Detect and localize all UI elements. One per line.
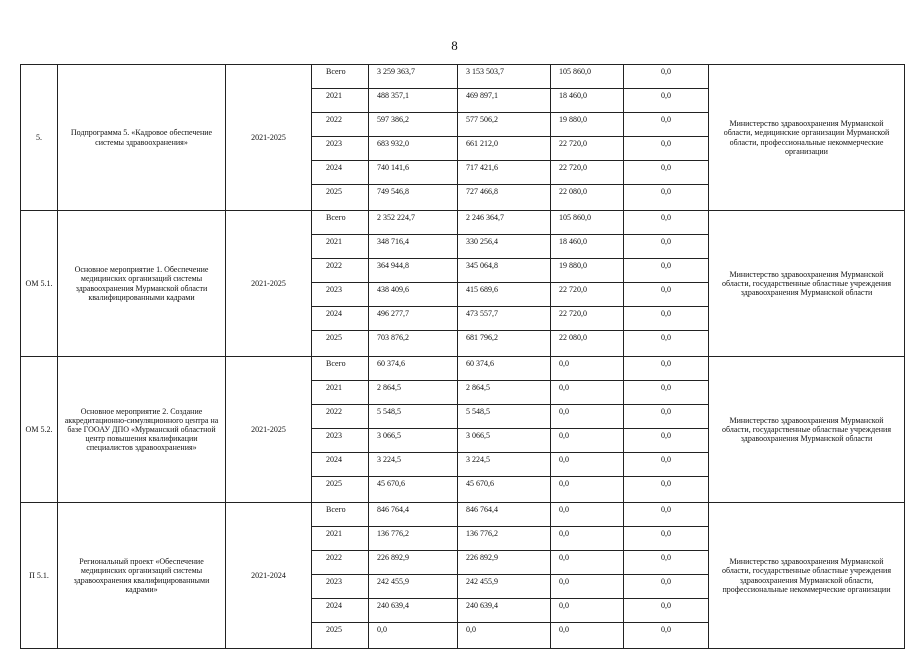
- other-cell: 0,0: [624, 381, 709, 405]
- budget-cell: 846 764,4: [458, 503, 551, 527]
- budget-cell: 3 066,5: [458, 429, 551, 453]
- budget-cell: 5 548,5: [458, 405, 551, 429]
- federal-cell: 18 460,0: [551, 235, 624, 259]
- total-cell: 226 892,9: [369, 551, 458, 575]
- year-cell: 2023: [312, 283, 369, 307]
- total-cell: 240 639,4: [369, 599, 458, 623]
- federal-cell: 0,0: [551, 357, 624, 381]
- federal-cell: 0,0: [551, 527, 624, 551]
- budget-cell: 717 421,6: [458, 161, 551, 185]
- year-cell: Всего: [312, 65, 369, 89]
- total-cell: 683 932,0: [369, 137, 458, 161]
- total-cell: 0,0: [369, 623, 458, 649]
- section-code: 5.: [21, 65, 58, 211]
- federal-cell: 22 720,0: [551, 161, 624, 185]
- total-cell: 749 546,8: [369, 185, 458, 211]
- federal-cell: 19 880,0: [551, 113, 624, 137]
- federal-cell: 22 080,0: [551, 331, 624, 357]
- other-cell: 0,0: [624, 235, 709, 259]
- total-cell: 2 352 224,7: [369, 211, 458, 235]
- total-cell: 242 455,9: [369, 575, 458, 599]
- total-cell: 496 277,7: [369, 307, 458, 331]
- year-cell: 2021: [312, 235, 369, 259]
- budget-cell: 45 670,6: [458, 477, 551, 503]
- year-cell: 2022: [312, 259, 369, 283]
- other-cell: 0,0: [624, 65, 709, 89]
- total-cell: 846 764,4: [369, 503, 458, 527]
- budget-cell: 681 796,2: [458, 331, 551, 357]
- other-cell: 0,0: [624, 551, 709, 575]
- table-row: [21, 503, 905, 527]
- year-cell: 2025: [312, 331, 369, 357]
- year-cell: 2025: [312, 477, 369, 503]
- total-cell: 60 374,6: [369, 357, 458, 381]
- total-cell: 45 670,6: [369, 477, 458, 503]
- other-cell: 0,0: [624, 575, 709, 599]
- budget-cell: 727 466,8: [458, 185, 551, 211]
- other-cell: 0,0: [624, 331, 709, 357]
- section-name: Региональный проект «Обеспечение медицинских организаций системы здравоохранения квалифицированными кадрами»: [58, 503, 226, 649]
- year-cell: Всего: [312, 357, 369, 381]
- year-cell: 2023: [312, 429, 369, 453]
- budget-cell: 330 256,4: [458, 235, 551, 259]
- section-code: ОМ 5.1.: [21, 211, 58, 357]
- section-period: 2021-2025: [226, 65, 312, 211]
- other-cell: 0,0: [624, 283, 709, 307]
- section-code: ОМ 5.2.: [21, 357, 58, 503]
- table-body: [21, 65, 905, 649]
- other-cell: 0,0: [624, 113, 709, 137]
- budget-cell: 0,0: [458, 623, 551, 649]
- total-cell: 438 409,6: [369, 283, 458, 307]
- budget-cell: 240 639,4: [458, 599, 551, 623]
- federal-cell: 22 720,0: [551, 137, 624, 161]
- total-cell: 348 716,4: [369, 235, 458, 259]
- other-cell: 0,0: [624, 527, 709, 551]
- federal-cell: 0,0: [551, 599, 624, 623]
- budget-cell: 3 224,5: [458, 453, 551, 477]
- section-executors: Министерство здравоохранения Мурманской области, государственные областные учреждения здравоохранения Мурманской области: [709, 357, 905, 503]
- year-cell: 2021: [312, 89, 369, 113]
- federal-cell: 0,0: [551, 453, 624, 477]
- federal-cell: 0,0: [551, 429, 624, 453]
- other-cell: 0,0: [624, 259, 709, 283]
- federal-cell: 0,0: [551, 551, 624, 575]
- budget-cell: 345 064,8: [458, 259, 551, 283]
- year-cell: 2023: [312, 137, 369, 161]
- other-cell: 0,0: [624, 89, 709, 113]
- year-cell: 2025: [312, 185, 369, 211]
- federal-cell: 105 860,0: [551, 65, 624, 89]
- section-code: П 5.1.: [21, 503, 58, 649]
- other-cell: 0,0: [624, 211, 709, 235]
- year-cell: Всего: [312, 211, 369, 235]
- federal-cell: 19 880,0: [551, 259, 624, 283]
- year-cell: 2022: [312, 113, 369, 137]
- total-cell: 3 224,5: [369, 453, 458, 477]
- year-cell: 2021: [312, 527, 369, 551]
- other-cell: 0,0: [624, 429, 709, 453]
- other-cell: 0,0: [624, 161, 709, 185]
- year-cell: 2025: [312, 623, 369, 649]
- federal-cell: 0,0: [551, 575, 624, 599]
- other-cell: 0,0: [624, 453, 709, 477]
- budget-cell: 242 455,9: [458, 575, 551, 599]
- total-cell: 3 259 363,7: [369, 65, 458, 89]
- federal-cell: 22 080,0: [551, 185, 624, 211]
- total-cell: 703 876,2: [369, 331, 458, 357]
- section-name: Основное мероприятие 1. Обеспечение медицинских организаций системы здравоохранения Мурманской области квалифицированными кадрами: [58, 211, 226, 357]
- federal-cell: 0,0: [551, 405, 624, 429]
- budget-cell: 2 864,5: [458, 381, 551, 405]
- year-cell: 2024: [312, 599, 369, 623]
- budget-cell: 60 374,6: [458, 357, 551, 381]
- section-period: 2021-2025: [226, 357, 312, 503]
- section-name: Подпрограмма 5. «Кадровое обеспечение системы здравоохранения»: [58, 65, 226, 211]
- federal-cell: 0,0: [551, 503, 624, 527]
- section-period: 2021-2024: [226, 503, 312, 649]
- year-cell: 2024: [312, 307, 369, 331]
- other-cell: 0,0: [624, 137, 709, 161]
- year-cell: 2023: [312, 575, 369, 599]
- year-cell: 2022: [312, 405, 369, 429]
- year-cell: 2024: [312, 161, 369, 185]
- section-executors: Министерство здравоохранения Мурманской области, государственные областные учреждения здравоохранения Мурманской области: [709, 211, 905, 357]
- budget-cell: 136 776,2: [458, 527, 551, 551]
- budget-cell: 473 557,7: [458, 307, 551, 331]
- budget-cell: 577 506,2: [458, 113, 551, 137]
- federal-cell: 0,0: [551, 381, 624, 405]
- other-cell: 0,0: [624, 185, 709, 211]
- table-row: [21, 211, 905, 235]
- other-cell: 0,0: [624, 405, 709, 429]
- other-cell: 0,0: [624, 357, 709, 381]
- budget-cell: 661 212,0: [458, 137, 551, 161]
- budget-cell: 3 153 503,7: [458, 65, 551, 89]
- year-cell: 2022: [312, 551, 369, 575]
- total-cell: 136 776,2: [369, 527, 458, 551]
- total-cell: 5 548,5: [369, 405, 458, 429]
- other-cell: 0,0: [624, 503, 709, 527]
- total-cell: 3 066,5: [369, 429, 458, 453]
- table-row: [21, 357, 905, 381]
- federal-cell: 0,0: [551, 477, 624, 503]
- total-cell: 364 944,8: [369, 259, 458, 283]
- budget-cell: 2 246 364,7: [458, 211, 551, 235]
- other-cell: 0,0: [624, 623, 709, 649]
- year-cell: Всего: [312, 503, 369, 527]
- federal-cell: 22 720,0: [551, 307, 624, 331]
- budget-cell: 226 892,9: [458, 551, 551, 575]
- total-cell: 2 864,5: [369, 381, 458, 405]
- other-cell: 0,0: [624, 599, 709, 623]
- budget-cell: 415 689,6: [458, 283, 551, 307]
- page-number: 8: [451, 38, 458, 53]
- federal-cell: 0,0: [551, 623, 624, 649]
- budget-cell: 469 897,1: [458, 89, 551, 113]
- federal-cell: 22 720,0: [551, 283, 624, 307]
- total-cell: 740 141,6: [369, 161, 458, 185]
- year-cell: 2021: [312, 381, 369, 405]
- total-cell: 597 386,2: [369, 113, 458, 137]
- year-cell: 2024: [312, 453, 369, 477]
- budget-table: [20, 64, 905, 649]
- federal-cell: 105 860,0: [551, 211, 624, 235]
- section-period: 2021-2025: [226, 211, 312, 357]
- section-executors: Министерство здравоохранения Мурманской области, государственные областные учреждения здравоохранения Мурманской области, профессиональные некоммерческие организации: [709, 503, 905, 649]
- other-cell: 0,0: [624, 477, 709, 503]
- section-name: Основное мероприятие 2. Создание аккредитационно-симуляционного центра на базе ГООАУ ДПО «Мурманский областной центр повышения квалификации специалистов здравоохранения»: [58, 357, 226, 503]
- section-executors: Министерство здравоохранения Мурманской области, медицинские организации Мурманской области, профессиональные некоммерческие организации: [709, 65, 905, 211]
- other-cell: 0,0: [624, 307, 709, 331]
- total-cell: 488 357,1: [369, 89, 458, 113]
- federal-cell: 18 460,0: [551, 89, 624, 113]
- table-row: [21, 65, 905, 89]
